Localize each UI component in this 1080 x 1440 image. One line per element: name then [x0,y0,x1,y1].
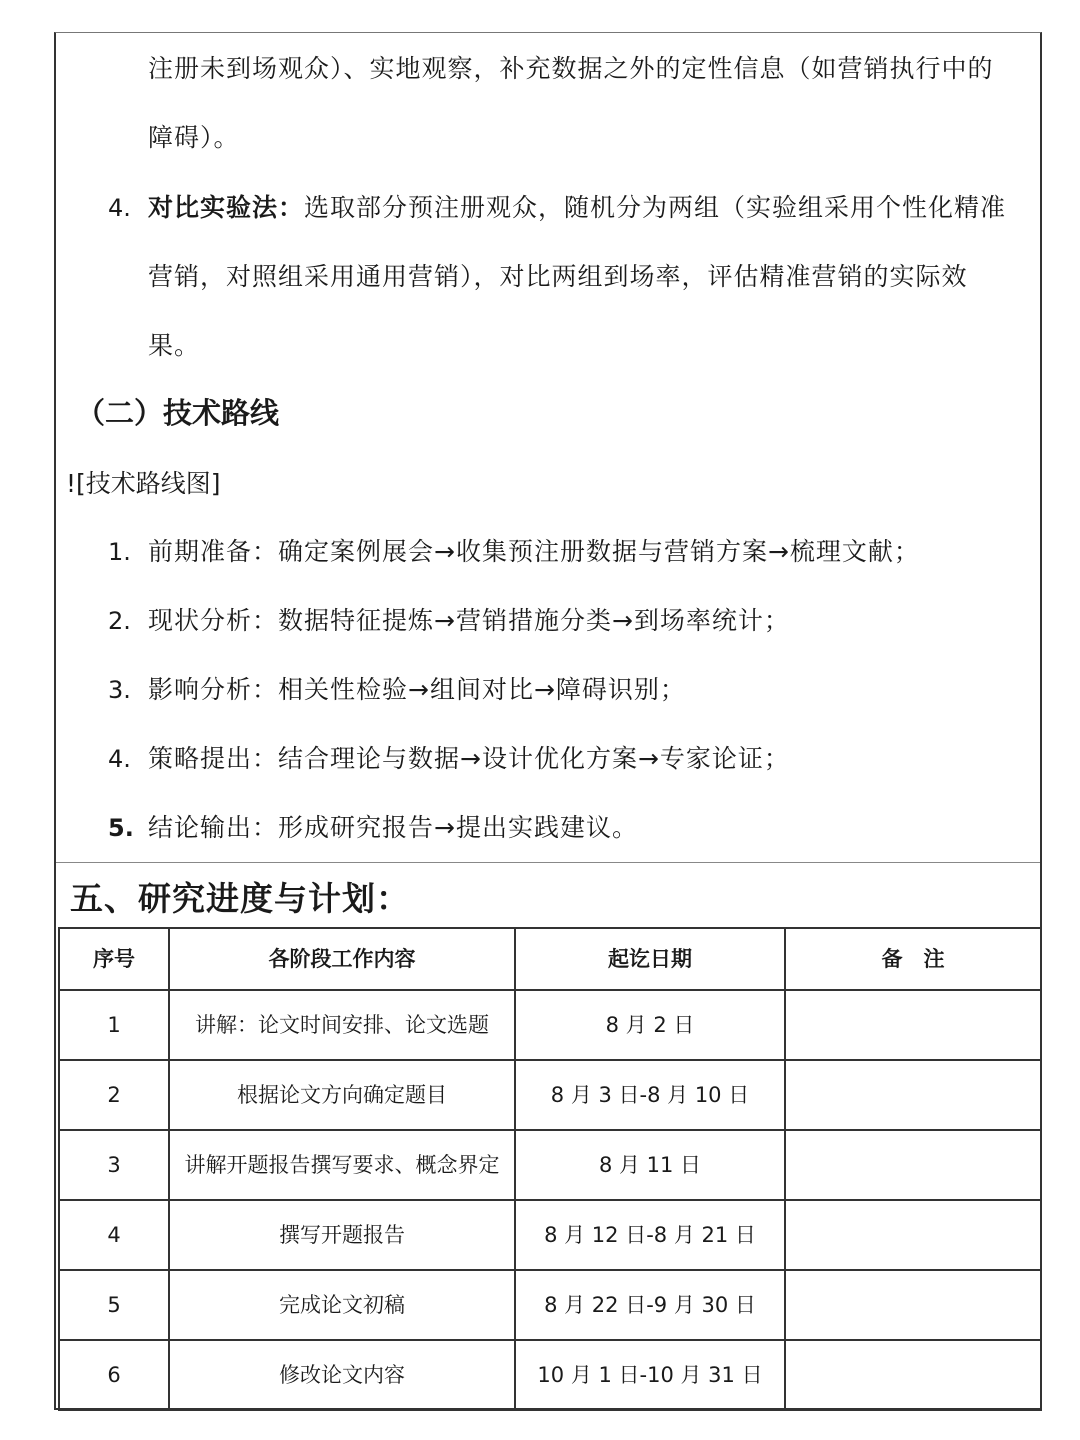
row-content: 根据论文方向确定题目 [169,1060,515,1130]
table-row [59,1340,1041,1410]
step-5-text: 结论输出：形成研究报告→提出实践建议。 [148,813,638,842]
method-4-number: 4. [108,194,131,222]
header-content: 各阶段工作内容 [169,928,515,990]
method-4-line-3: 果。 [148,331,201,360]
row-note [785,990,1041,1060]
row-content: 撰写开题报告 [169,1200,515,1270]
row-note [785,1060,1041,1130]
methods-section [56,33,1040,862]
row-number: 5 [59,1270,169,1340]
row-content: 完成论文初稿 [169,1270,515,1340]
step-1-number: 1. [108,538,131,566]
technical-route-image-placeholder: ![技术路线图] [66,469,221,498]
technical-route-heading: （二）技术路线 [76,396,280,430]
continued-line-1: 注册未到场观众）、实地观察，补充数据之外的定性信息（如营销执行中的 [148,54,994,83]
step-5-number: 5. [108,814,134,842]
schedule-table [58,927,1042,1411]
row-content: 讲解开题报告撰写要求、概念界定 [169,1130,515,1200]
row-date: 8 月 2 日 [515,990,785,1060]
method-4-title: 对比实验法： [148,193,305,222]
step-2-text: 现状分析：数据特征提炼→营销措施分类→到场率统计； [148,606,790,635]
row-content: 修改论文内容 [169,1340,515,1410]
table-header-row [59,928,1041,990]
row-date: 8 月 3 日-8 月 10 日 [515,1060,785,1130]
step-4-number: 4. [108,745,131,773]
row-date: 10 月 1 日-10 月 31 日 [515,1340,785,1410]
table-row [59,1200,1041,1270]
row-number: 1 [59,990,169,1060]
row-content: 讲解：论文时间安排、论文选题 [169,990,515,1060]
method-4-line-2: 营销，对照组采用通用营销），对比两组到场率，评估精准营销的实际效 [148,262,968,291]
method-4-line-1 [148,191,1006,225]
table-row [59,1060,1041,1130]
table-row [59,1130,1041,1200]
table-row [59,990,1041,1060]
step-1-text: 前期准备：确定案例展会→收集预注册数据与营销方案→梳理文献； [148,537,920,566]
header-number: 序号 [59,928,169,990]
method-4-text: 选取部分预注册观众，随机分为两组（实验组采用个性化精准 [304,193,1007,222]
table-row [59,1270,1041,1340]
step-2-number: 2. [108,607,131,635]
row-number: 4 [59,1200,169,1270]
step-3-text: 影响分析：相关性检验→组间对比→障碍识别； [148,675,686,704]
step-4-text: 策略提出：结合理论与数据→设计优化方案→专家论证； [148,744,790,773]
row-number: 3 [59,1130,169,1200]
schedule-heading: 五、研究进度与计划： [70,879,410,918]
step-3-number: 3. [108,676,131,704]
row-date: 8 月 12 日-8 月 21 日 [515,1200,785,1270]
row-note [785,1130,1041,1200]
document-frame [54,32,1042,1410]
header-date: 起讫日期 [515,928,785,990]
row-number: 6 [59,1340,169,1410]
header-note: 备 注 [785,928,1041,990]
row-date: 8 月 22 日-9 月 30 日 [515,1270,785,1340]
row-note [785,1200,1041,1270]
continued-line-2: 障碍）。 [148,123,240,152]
row-number: 2 [59,1060,169,1130]
row-note [785,1270,1041,1340]
section-divider [56,862,1040,863]
row-date: 8 月 11 日 [515,1130,785,1200]
row-note [785,1340,1041,1410]
